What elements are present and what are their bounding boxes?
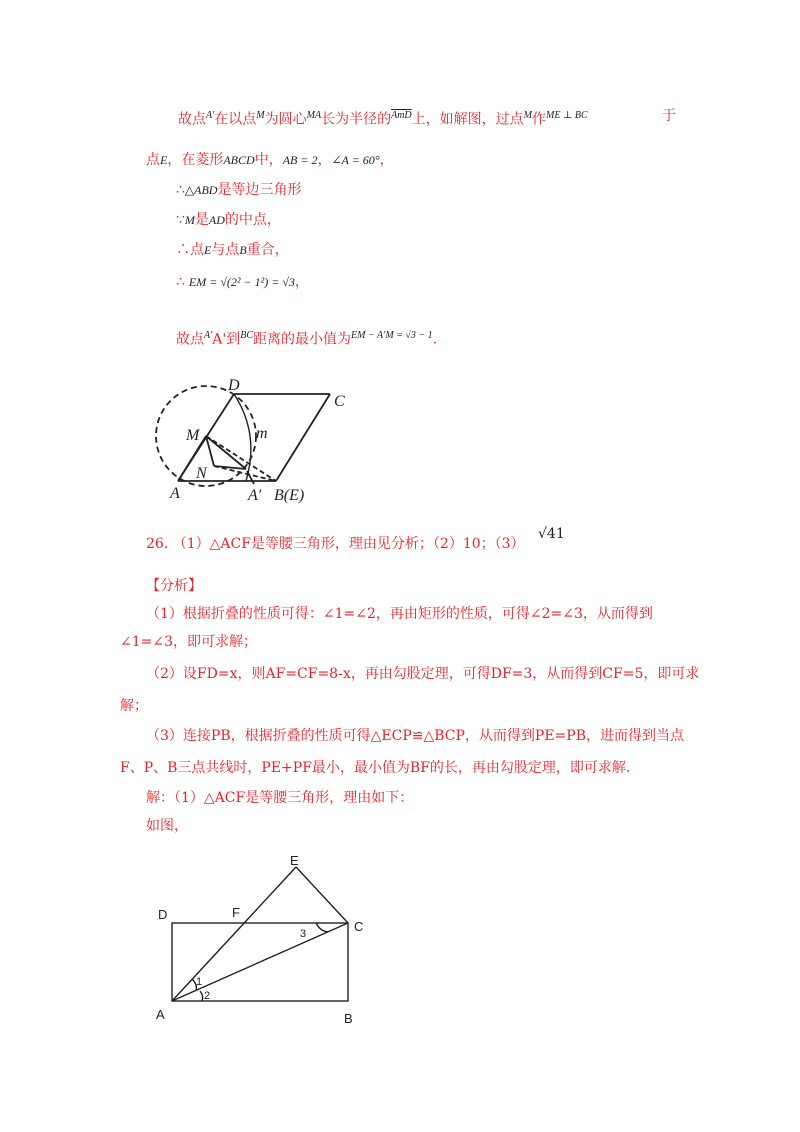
math-BC: BC (240, 330, 254, 341)
figure-ref (146, 816, 188, 836)
segment-MB-dashed (206, 436, 276, 481)
solution-line-2 (146, 150, 394, 170)
angle-label-3: 3 (300, 928, 307, 940)
angle-label-2: 2 (204, 990, 211, 1002)
text: ∠1=∠3，即可求解； (120, 634, 258, 650)
label-D: D (158, 907, 168, 922)
text: 于 (662, 108, 676, 124)
text: 长为半径的 (321, 111, 392, 128)
text: （2）设FD=x，则AF=CF=8-x，再由勾股定理，可得DF=3，从而得到CF=5，即可求 (146, 666, 700, 682)
math-AB: AB = 2 (282, 153, 318, 167)
label-C: C (354, 919, 364, 934)
math-triangle: △ABD (184, 183, 218, 197)
angle-arc-2 (200, 991, 203, 1001)
segment-AE (172, 867, 296, 1001)
angle-arc-3 (316, 923, 328, 932)
therefore-symbol: ∴ (176, 274, 185, 290)
label-m: m (256, 425, 268, 442)
text: 26. （1）△ACF是等腰三角形，理由见分析；（2）10；（3） (146, 536, 525, 552)
solution-line-3 (176, 180, 301, 200)
text: A'到 (212, 331, 241, 348)
text: （1）根据折叠的性质可得：∠1=∠2，再由矩形的性质，可得∠2=∠3，从而得到 (146, 606, 653, 622)
solution-line-6 (176, 272, 309, 292)
text: F、P、B三点共线时，PE+PF最小，最小值为BF的长，再由勾股定理，即可求解. (120, 760, 631, 776)
text: 为圆心 (264, 111, 307, 128)
math-M: M (523, 110, 532, 121)
text: （3）连接PB，根据折叠的性质可得△ECP≌△BCP，从而得到PE=PB，进而得到当点 (146, 728, 684, 744)
math-E: E (160, 153, 168, 167)
analysis-title (146, 576, 202, 596)
math-equation: EM = √(2² − 1²) = √3 (188, 275, 295, 289)
text: 上，如解图，过点 (411, 111, 524, 128)
math-sqrt41: √41 (538, 526, 565, 542)
q26-sqrt (538, 524, 565, 544)
label-N: N (196, 465, 207, 482)
label-M: M (186, 427, 200, 444)
text: ，在菱形 (167, 152, 224, 168)
segment-MA2 (206, 436, 246, 469)
text: 重合， (246, 242, 289, 258)
therefore-symbol: ∴ (176, 182, 185, 198)
rectangle-fold-figure (150, 855, 380, 1035)
math-A-prime: A′ (204, 330, 213, 341)
math-AD: AD (208, 213, 225, 227)
segment-CB (276, 394, 330, 481)
text: 故点 (176, 331, 204, 348)
analysis-p3b (120, 758, 630, 778)
text: 距离的最小值为 (253, 331, 352, 348)
q26-answer (146, 534, 525, 554)
analysis-p3a (146, 726, 684, 746)
solution-line-4 (176, 210, 281, 230)
segment-EC (296, 867, 348, 923)
text: 解； (120, 698, 148, 714)
label-A: A (156, 1007, 165, 1022)
analysis-p2b (120, 696, 148, 716)
solution-line-7 (176, 326, 437, 350)
solution-line-1-end (662, 106, 676, 126)
text: 在以点 (214, 111, 257, 128)
label-C: C (334, 393, 345, 410)
label-B: B (344, 1011, 353, 1026)
text: 是 (194, 212, 209, 228)
text: . (432, 331, 438, 348)
text: 故点 (178, 111, 206, 128)
label-D: D (228, 377, 240, 394)
math-M: M (256, 110, 265, 121)
math-MA: MA (306, 110, 322, 121)
text: ， (294, 274, 309, 290)
solution-line-5 (176, 240, 289, 260)
math-ABCD: ABCD (223, 153, 255, 167)
math-A-prime: A′ (206, 110, 215, 121)
math-angle: ∠A = 60° (331, 153, 380, 167)
math-perp: ME ⊥ BC (546, 110, 588, 121)
text: 作 (532, 111, 546, 128)
text: 如图， (146, 818, 188, 834)
math-B: B (239, 243, 247, 257)
text: 是等边三角形 (217, 182, 302, 198)
math-E: E (204, 243, 212, 257)
rhombus-figure (150, 374, 350, 504)
text: 点 (146, 152, 160, 168)
text: ∴点 (176, 242, 204, 258)
segment-AC (172, 923, 348, 1001)
text: 解：（1）△ACF是等腰三角形，理由如下： (146, 790, 414, 806)
analysis-p1a (146, 604, 653, 624)
text: 【分析】 (146, 578, 202, 594)
text: ， (317, 152, 332, 168)
math-arc-AmD: AmD (391, 110, 412, 121)
solution-line-1 (178, 106, 588, 130)
label-A: A (170, 485, 180, 502)
analysis-p1b (120, 632, 257, 652)
because-symbol: ∵ (176, 212, 185, 228)
text: 与点 (211, 242, 240, 258)
label-E: E (290, 855, 299, 868)
analysis-p2a (146, 664, 699, 684)
text: ， (379, 152, 394, 168)
label-B-E: B(E) (274, 487, 305, 504)
solution-start (146, 788, 413, 808)
text: 中， (254, 152, 283, 168)
math-M: M (184, 213, 195, 227)
arrow-line (247, 471, 254, 484)
label-A-prime: A′ (248, 487, 262, 504)
math-equation: EM − A′M = √3 − 1 (351, 330, 433, 341)
label-F: F (232, 905, 240, 920)
angle-label-1: 1 (196, 976, 203, 988)
text: 的中点， (224, 212, 281, 228)
